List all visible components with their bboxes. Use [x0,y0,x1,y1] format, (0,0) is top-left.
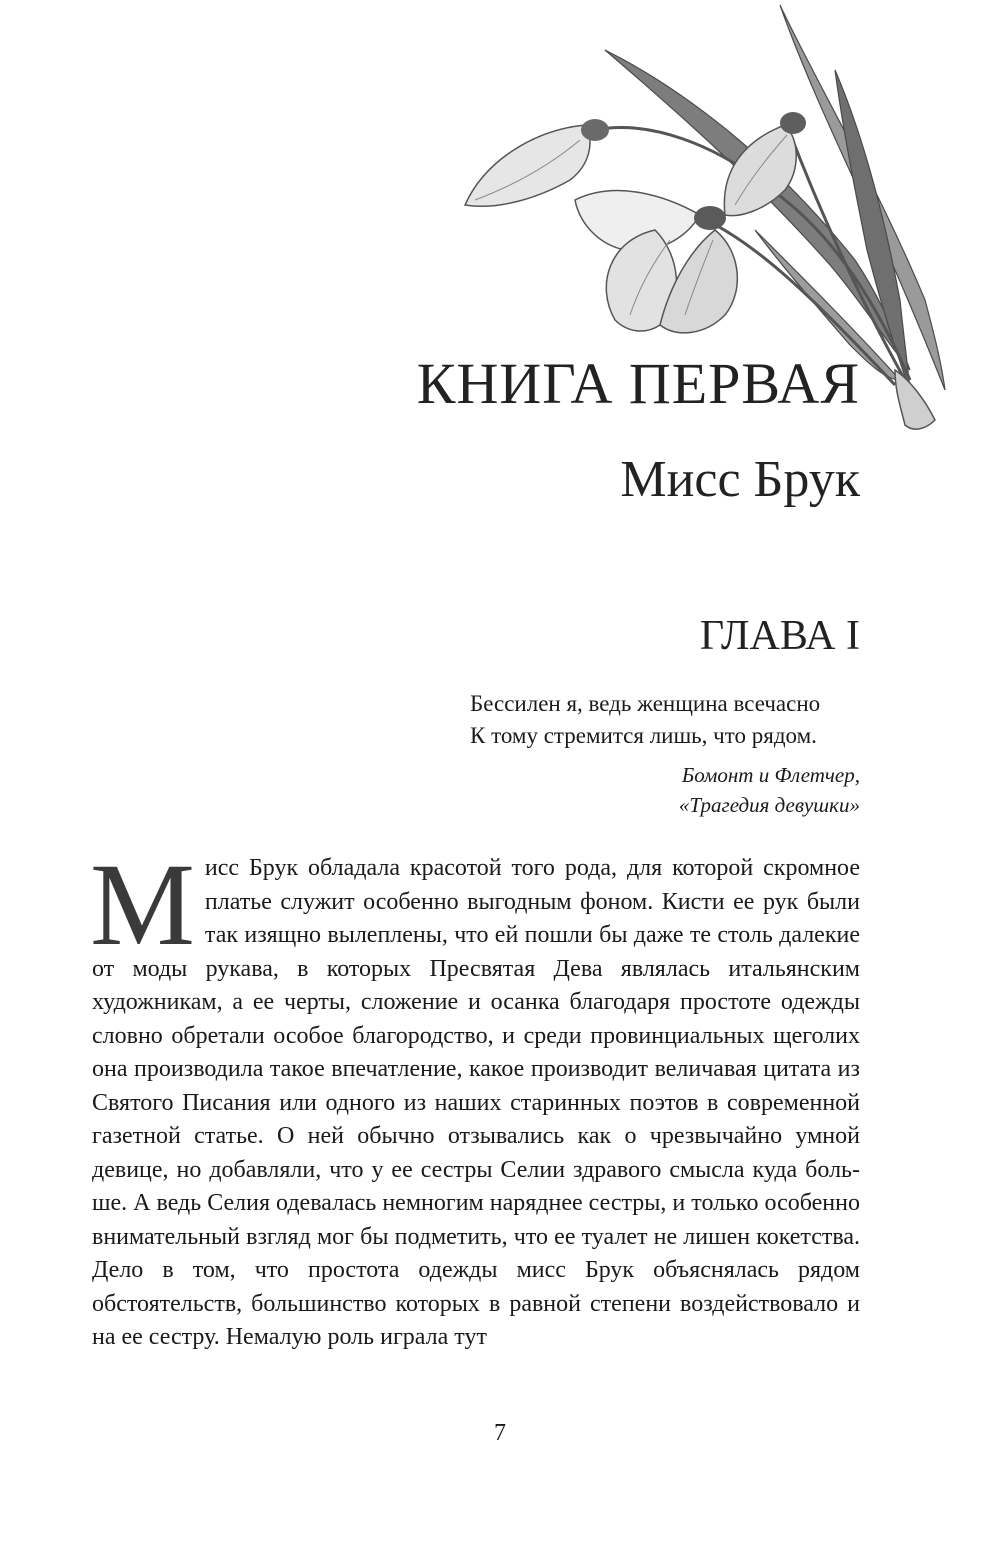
snowdrop-bud-left [465,119,609,206]
epigraph-attribution-work: «Трагедия девушки» [678,793,860,817]
book-title: КНИГА ПЕРВАЯ [416,351,860,416]
epigraph [470,688,860,820]
chapter-body-text [90,839,860,1355]
snowdrop-stem-base [895,370,935,429]
chapter-title: ГЛАВА I [699,613,860,659]
epigraph-line: К тому стремится лишь, что рядом. [470,723,817,748]
epigraph-line: Бессилен я, ведь женщина всечасно [470,691,821,716]
snowdrop-bloom [575,191,737,333]
drop-cap: М [90,839,195,970]
epigraph-attribution-authors: Бомонт и Флетчер, [681,763,860,787]
body-paragraph: исс Брук обладала красотой того рода, для которой скромное платье служит особенно выгодным фоном. Кисти ее рук были так изящно вылеплены, что ей пошли бы даже те столь далекие от моды рукава, в которых Пресвятая Дева являлась итальянским художникам, а ее черты, сложение и осанка благодаря простоте одежды словно обретали особое благородство, и среди провинциальных щеголих она производила такое впечатление, какое производит величавая цитата из Святого Писания или одного из наших старинных поэтов в современной газетной статье. О ней обычно отзывались как о чрезвычайно умной девице, но добавляли, что у ее сестры Селии здравого смысла куда больше. А ведь Селия одевалась немногим наряднее сестры, и только особенно внимательный взгляд мог бы подметить, что ее туалет не лишен кокетства. Дело в том, что простота одежды мисс Брук объяснялась рядом обстоятельств, большинство которых в равной степени воздействовало и на ее сестру. Немалую роль играла тут [92,855,860,1350]
book-subtitle: Мисс Брук [620,451,860,508]
page-number: 7 [494,1420,506,1446]
